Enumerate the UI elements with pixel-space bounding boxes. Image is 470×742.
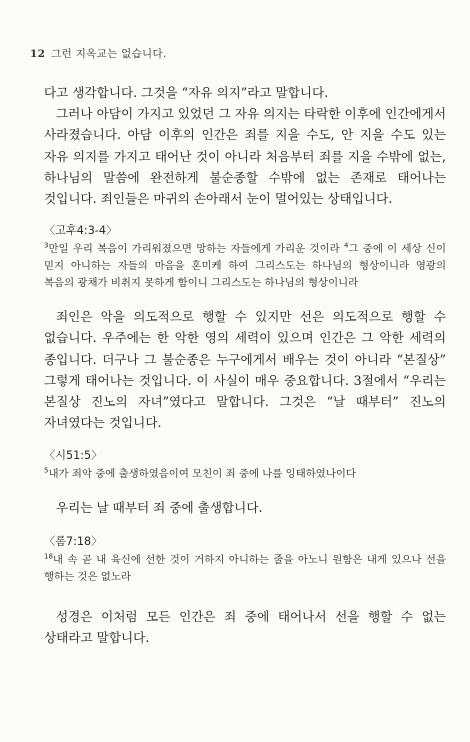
running-title: 그런 지옥교는 없습니다. xyxy=(51,48,167,60)
scripture-reference: 〈시51:5〉 xyxy=(44,449,103,463)
verse-text: 내가 죄악 중에 출생하였음이여 모친이 죄 중에 나를 잉태하였나이다 xyxy=(48,468,356,481)
verse-text: 내 속 곧 내 육신에 선한 것이 거하지 아니하는 줄을 아노니 원함은 내게 있으나 선을 행하는 것은 없노라 xyxy=(44,553,446,583)
verse-number: 5 xyxy=(44,466,49,475)
paragraph-5: 성경은 이처럼 모든 인간은 죄 중에 태어나서 선을 행할 수 없는 상태라고 말합니다. xyxy=(44,608,446,645)
scripture-quote-rom xyxy=(44,533,446,586)
scripture-reference: 〈고후4:3-4〉 xyxy=(44,224,118,238)
verse-number: 4 xyxy=(343,241,349,250)
scripture-quote-ps xyxy=(44,447,446,483)
page-body xyxy=(44,82,446,648)
scripture-text xyxy=(44,241,446,292)
scripture-text xyxy=(44,552,446,586)
verse-number: 3 xyxy=(44,241,49,250)
running-header xyxy=(30,46,167,61)
verse-number: 18 xyxy=(44,552,53,561)
scripture-quote-2cor xyxy=(44,222,446,292)
paragraph-2: 그러나 아담이 가지고 있었던 그 자유 의지는 타락한 이후에 인간에게서 사라졌습니다. 아담 이후의 인간은 죄를 지을 수도, 안 지을 수도 있는 자유 의지를 가지고 태어난 것이 아니라 처음부터 죄를 지을 수밖에 없는, 하나님의 말씀에 완전하게 불순종할 수밖에 없는 존재로 태어나는 것입니다. 죄인들은 마귀의 손아래서 눈이 멀어있는 상태입니다. xyxy=(44,106,446,207)
verse-text: 만일 우리 복음이 가리워졌으면 망하는 자들에게 가리운 것이라 xyxy=(48,243,344,256)
scripture-reference: 〈롬7:18〉 xyxy=(44,534,103,548)
paragraph-3: 죄인은 악을 의도적으로 행할 수 있지만 선은 의도적으로 행할 수 없습니다. 우주에는 한 악한 영의 세력이 있으며 인간은 그 악한 세력의 종입니다. 더구나 그 불순종은 누구에게서 배우는 것이 아니라 “본질상” 그렇게 태어나는 것입니다. 이 사실이 매우 중요합니다. 3절에서 “우리는 본질상 진노의 자녀”였다고 말합니다. 그것은 “날 때부터” 진노의 자녀였다는 것입니다. xyxy=(44,309,446,431)
paragraph-4: 우리는 날 때부터 죄 중에 출생합니다. xyxy=(56,500,263,516)
paragraph-1: 다고 생각합니다. 그것을 “자유 의지”라고 말합니다. xyxy=(44,85,329,100)
scripture-text xyxy=(44,466,446,483)
page-number: 12 xyxy=(30,48,46,60)
verse-text: 그 중에 이 세상 신이 믿지 아니하는 자들의 마음을 혼미케 하여 그리스도는 하나님의 형상이니라 영광의 복음의 광채가 비취지 못하게 함이니 그리스도는 하나님의 형상이니라 xyxy=(44,243,446,290)
